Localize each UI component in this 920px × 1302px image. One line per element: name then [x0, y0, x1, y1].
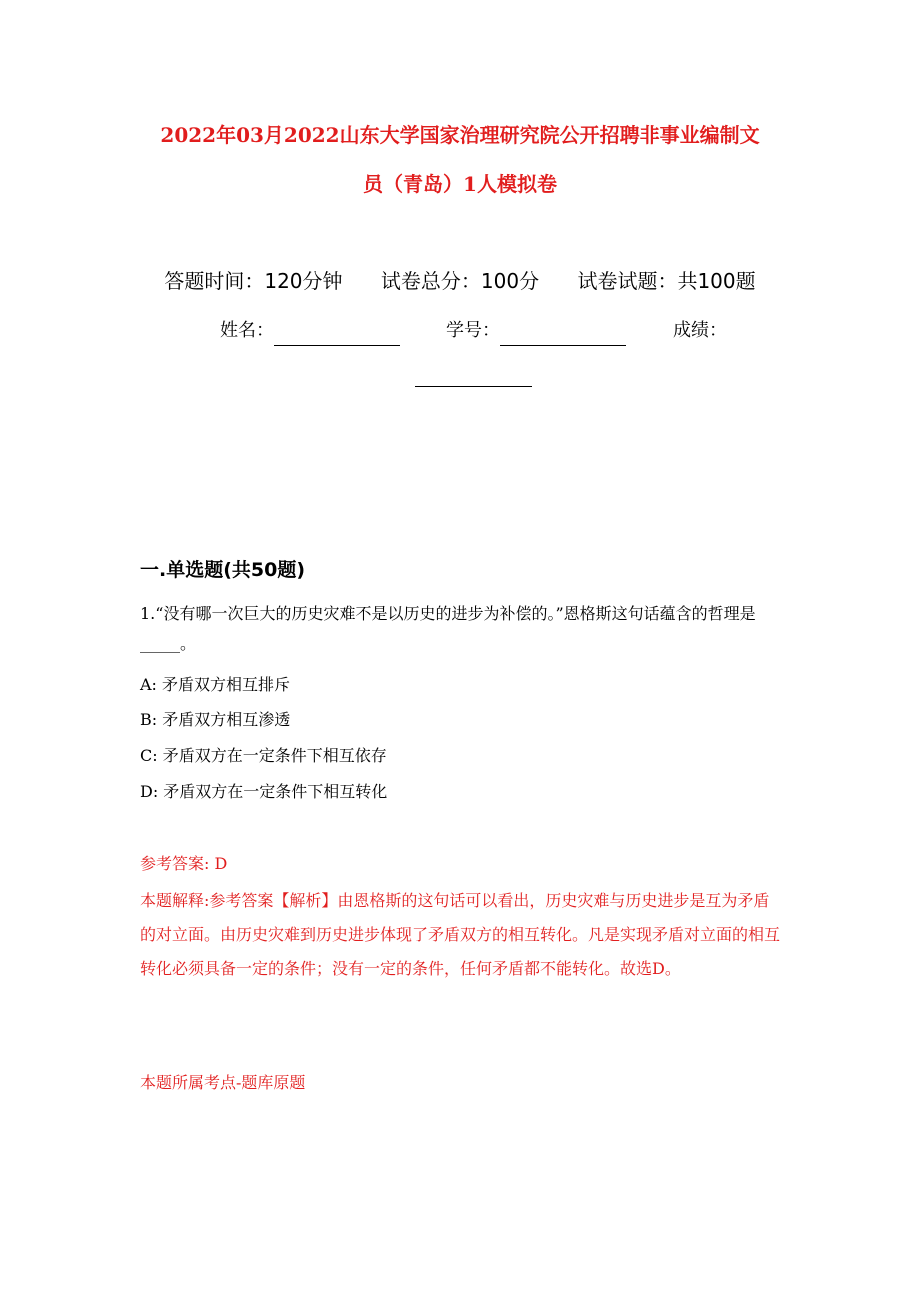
exam-title-line-1: 2022年03月2022山东大学国家治理研究院公开招聘非事业编制文: [160, 123, 760, 147]
student-id-field: [446, 316, 626, 346]
name-blank[interactable]: [274, 321, 400, 346]
option-a: A: 矛盾双方相互排斥: [140, 675, 291, 694]
section-heading: 一.单选题(共50题): [140, 559, 306, 581]
student-id-label: 学号：: [446, 320, 500, 341]
exam-meta: [0, 266, 920, 296]
score-label: 成绩：: [673, 320, 727, 341]
question-topic: 本题所属考点-题库原题: [140, 1073, 306, 1092]
option-b: B: 矛盾双方相互渗透: [140, 710, 291, 729]
option-c: C: 矛盾双方在一定条件下相互依存: [140, 746, 387, 765]
total-score: 试卷总分：100分: [380, 269, 540, 293]
name-label: 姓名：: [220, 320, 274, 341]
answer-time: 答题时间：120分钟: [164, 269, 343, 293]
name-field: [220, 316, 400, 346]
student-id-blank[interactable]: [500, 321, 626, 346]
reference-answer: 参考答案: D: [140, 854, 228, 873]
answer-explanation: 本题解释:参考答案【解析】由恩格斯的这句话可以看出，历史灾难与历史进步是互为矛盾的对立面。由历史灾难到历史进步体现了矛盾双方的相互转化。凡是实现矛盾对立面的相互转化必须具备一定的条件；没有一定的条件，任何矛盾都不能转化。故选D。: [140, 891, 781, 978]
question-text: 1.“没有哪一次巨大的历史灾难不是以历史的进步为补偿的。”恩格斯这句话蕴含的哲理是_____。: [140, 604, 756, 653]
exam-title-line-2: 员（青岛）1人模拟卷: [363, 172, 557, 196]
score-blank[interactable]: [415, 386, 532, 387]
score-field: [673, 316, 727, 346]
question-count: 试卷试题：共100题: [577, 269, 756, 293]
option-d: D: 矛盾双方在一定条件下相互转化: [140, 782, 388, 801]
